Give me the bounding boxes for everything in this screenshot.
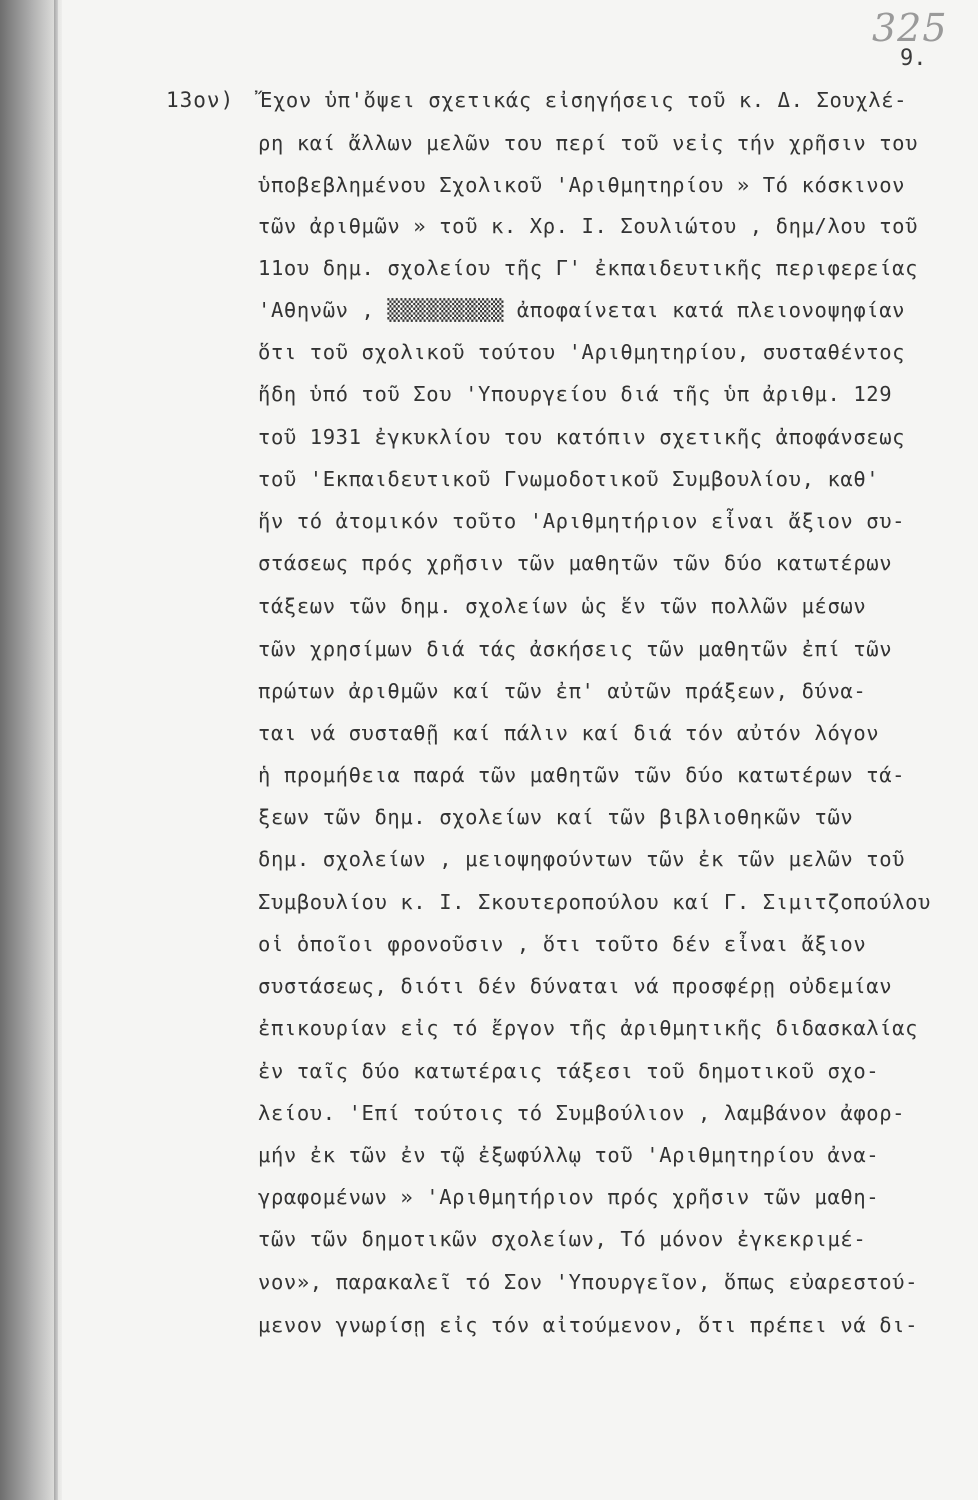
text-line-16: ται νά συσταθῇ καί πάλιν καί διά τόν αὐτόν λόγον	[258, 721, 880, 745]
item-number: 13ον)	[166, 88, 235, 112]
text-line-22: συστάσεως, διότι δέν δύναται νά προσφέρῃ οὐδεμίαν	[258, 974, 893, 998]
text-line-26: μήν ἐκ τῶν ἐν τῷ ἐξωφύλλῳ τοῦ 'Αριθμητηρίου ἀνα-	[258, 1143, 880, 1167]
page-number: 9.	[900, 46, 927, 71]
text-line-4: τῶν ἀριθμῶν » τοῦ κ. Χρ. Ι. Σουλιώτου , δημ/λου τοῦ	[258, 214, 919, 238]
text-line-23: ἐπικουρίαν εἰς τό ἔργον τῆς ἀριθμητικῆς διδασκαλίας	[258, 1016, 919, 1040]
text-line-25: λείου. 'Επί τούτοις τό Συμβούλιον , λαμβάνον ἀφορ-	[258, 1101, 906, 1125]
text-line-9: τοῦ 1931 ἐγκυκλίου του κατόπιν σχετικῆς ἀποφάνσεως	[258, 425, 906, 449]
text-line-1: Ἔχον ὑπ'ὄψει σχετικάς εἰσηγήσεις τοῦ κ. Δ. Σουχλέ-	[260, 88, 908, 112]
text-line-15: πρώτων ἀριθμῶν καί τῶν ἐπ' αὐτῶν πράξεων, δύνα-	[258, 679, 867, 703]
text-line-3: ὑποβεβλημένου Σχολικοῦ 'Αριθμητηρίου » Τό κόσκινον	[258, 173, 906, 197]
binding-edge	[54, 0, 58, 1500]
text-line-2: ρη καί ἄλλων μελῶν του περί τοῦ νεἰς τήν χρῆσιν του	[258, 131, 919, 155]
text-line-18: ξεων τῶν δημ. σχολείων καί τῶν βιβλιοθηκῶν τῶν	[258, 805, 854, 829]
text-line-12: στάσεως πρός χρῆσιν τῶν μαθητῶν τῶν δύο κατωτέρων	[258, 551, 893, 575]
text-line-29: νον», παρακαλεῖ τό Σον 'Υπουργεῖον, ὅπως εὐαρεστού-	[258, 1270, 919, 1294]
text-line-28: τῶν τῶν δημοτικῶν σχολείων, Τό μόνον ἐγκεκριμέ-	[258, 1227, 867, 1251]
text-line-14: τῶν χρησίμων διά τάς ἀσκήσεις τῶν μαθητῶν ἐπί τῶν	[258, 637, 893, 661]
text-line-11: ἥν τό ἀτομικόν τοῦτο 'Αριθμητήριον εἶναι ἄξιον συ-	[258, 509, 906, 533]
text-line-24: ἐν ταῖς δύο κατωτέραις τάξεσι τοῦ δημοτικοῦ σχο-	[258, 1059, 880, 1083]
binding-shadow	[0, 0, 62, 1500]
handwritten-page-mark: 325	[872, 6, 948, 50]
text-line-17: ἡ προμήθεια παρά τῶν μαθητῶν τῶν δύο κατωτέρων τά-	[258, 763, 906, 787]
text-line-21: οἱ ὁποῖοι φρονοῦσιν , ὅτι τοῦτο δέν εἶναι ἄξιον	[258, 932, 867, 956]
text-line-30: μενον γνωρίσῃ εἰς τόν αἰτούμενον, ὅτι πρέπει νά δι-	[258, 1313, 919, 1337]
text-line-10: τοῦ 'Εκπαιδευτικοῦ Γνωμοδοτικοῦ Συμβουλίου, καθ'	[258, 467, 880, 491]
text-line-13: τάξεων τῶν δημ. σχολείων ὡς ἕν τῶν πολλῶν μέσων	[258, 594, 867, 618]
text-line-5: 11ου δημ. σχολείου τῆς Γ' ἐκπαιδευτικῆς περιφερείας	[258, 256, 919, 280]
text-line-19: δημ. σχολείων , μειοψηφούντων τῶν ἐκ τῶν μελῶν τοῦ	[258, 847, 906, 871]
text-line-6: 'Αθηνῶν , ▒▒▒▒▒▒▒▒▒ ἀποφαίνεται κατά πλειονοψηφίαν	[258, 298, 906, 322]
text-line-20: Συμβουλίου κ. Ι. Σκουτεροπούλου καί Γ. Σιμιτζοπούλου	[258, 890, 931, 914]
text-line-7: ὅτι τοῦ σχολικοῦ τούτου 'Αριθμητηρίου, συσταθέντος	[258, 340, 906, 364]
text-line-8: ἤδη ὑπό τοῦ Σου 'Υπουργείου διά τῆς ὑπ ἀριθμ. 129	[258, 382, 893, 406]
text-line-27: γραφομένων » 'Αριθμητήριον πρός χρῆσιν τῶν μαθη-	[258, 1185, 880, 1209]
